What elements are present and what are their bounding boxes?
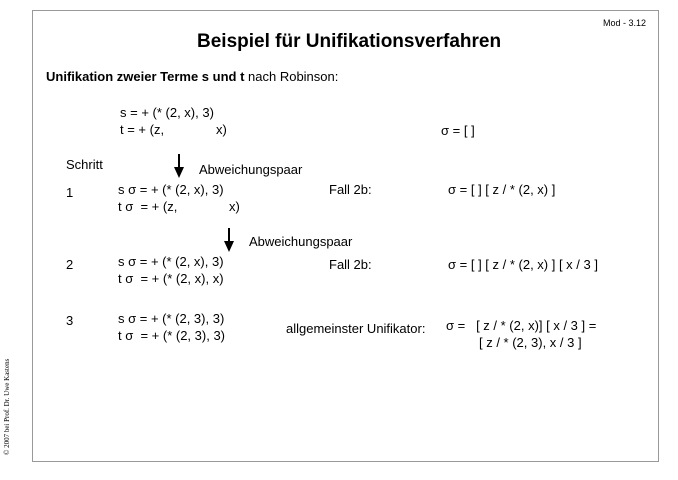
step-3-t: t σ = + (* (2, 3), 3) <box>118 328 226 343</box>
step-2-sigma: σ = [ ] [ z / * (2, x) ] [ x / 3 ] <box>448 257 598 272</box>
initial-s: s = + (* (2, x), 3) <box>120 105 214 120</box>
schritt-label: Schritt <box>66 157 103 172</box>
abweichungspaar-label: Abweichungspaar <box>199 162 303 177</box>
step-1-number: 1 <box>66 185 74 200</box>
step-2-abweichungspaar: Abweichungspaar <box>249 234 353 249</box>
step-1-s: s σ = + (* (2, x), 3) <box>118 182 224 197</box>
intro-bold: Unifikation zweier Terme s und t <box>46 69 245 84</box>
step-3-sigma-b: [ z / * (2, 3), x / 3 ] <box>479 335 582 350</box>
step-3-case: allgemeinster Unifikator: <box>286 321 426 336</box>
intro-line <box>46 70 338 83</box>
down-arrow-icon <box>223 227 235 253</box>
step-1-t-a: t σ = + (z, <box>118 199 178 214</box>
step-1-t-b: x) <box>229 199 240 214</box>
initial-sigma: σ = [ ] <box>441 123 475 138</box>
step-2-number: 2 <box>66 257 74 272</box>
initial-t-b: x) <box>216 122 227 137</box>
step-2-s: s σ = + (* (2, x), 3) <box>118 254 224 269</box>
step-3-s: s σ = + (* (2, 3), 3) <box>118 311 225 326</box>
step-2-case: Fall 2b: <box>329 257 372 272</box>
step-3-sigma-a: σ = [ z / * (2, x)] [ x / 3 ] = <box>446 318 597 333</box>
copyright-note: © 2007 bei Prof. Dr. Uwe Kastens <box>3 358 11 455</box>
initial-t-a: t = + (z, <box>120 122 165 137</box>
intro-rest: nach Robinson: <box>244 69 339 84</box>
slide-title: Beispiel für Unifikationsverfahren <box>197 31 502 52</box>
slide-number: Mod - 3.12 <box>603 18 647 28</box>
step-1-sigma: σ = [ ] [ z / * (2, x) ] <box>448 182 556 197</box>
step-1-case: Fall 2b: <box>329 182 372 197</box>
step-2-t: t σ = + (* (2, x), x) <box>118 271 224 286</box>
step-3-number: 3 <box>66 313 74 328</box>
down-arrow-icon <box>173 153 185 179</box>
